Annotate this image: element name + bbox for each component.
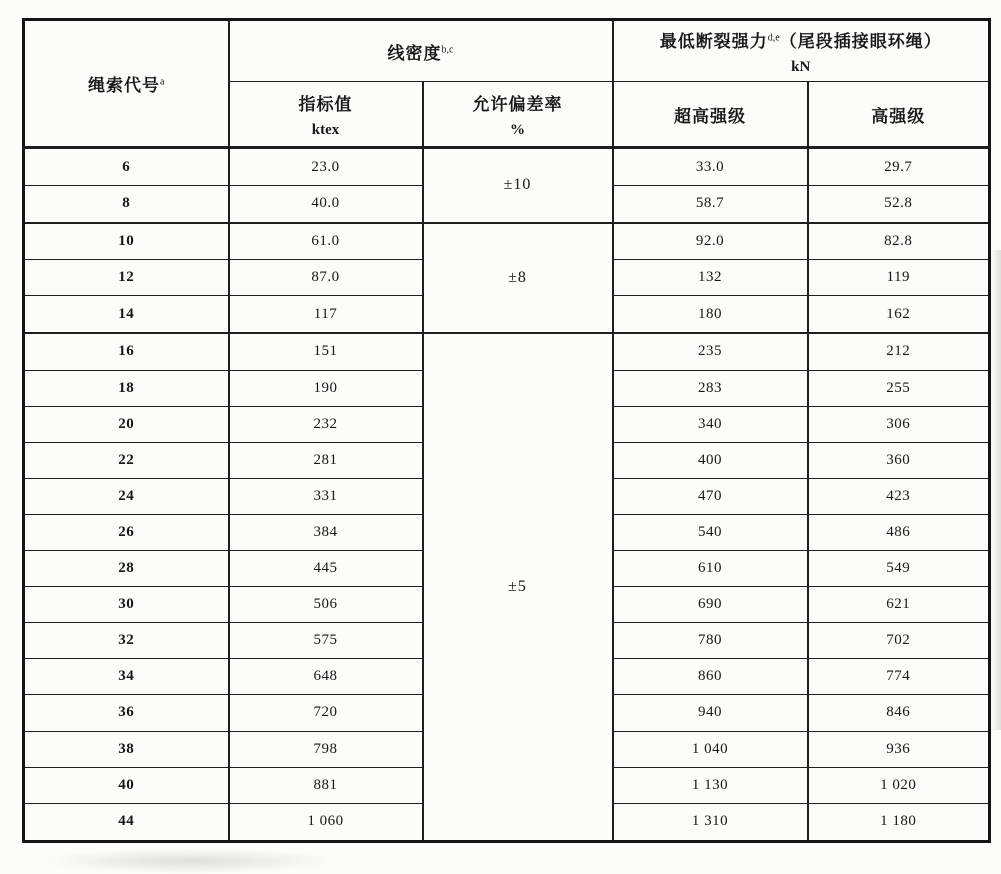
header-rope-code (24, 20, 229, 148)
high-cell: 212 (808, 333, 990, 370)
header-high-grade (808, 82, 990, 148)
header-group-linear-density (229, 20, 613, 82)
rope-code-cell: 20 (24, 406, 229, 442)
ultra-high-cell: 283 (613, 370, 808, 406)
ktex-cell: 881 (229, 767, 423, 803)
header-tolerance-unit: % (510, 121, 525, 138)
ktex-cell: 506 (229, 587, 423, 623)
paper-smudge (40, 848, 340, 874)
ultra-high-cell: 33.0 (613, 148, 808, 186)
rope-code-cell: 40 (24, 767, 229, 803)
high-cell: 774 (808, 659, 990, 695)
ultra-high-cell: 780 (613, 623, 808, 659)
high-cell: 936 (808, 731, 990, 767)
header-breaking-strength-note: （尾段插接眼环绳） (779, 31, 942, 51)
rope-code-cell: 6 (24, 148, 229, 186)
high-cell: 423 (808, 478, 990, 514)
rope-code-cell: 12 (24, 260, 229, 296)
paper-smudge (991, 250, 1001, 730)
high-cell: 1 180 (808, 803, 990, 841)
header-breaking-strength-line (614, 27, 989, 52)
ultra-high-cell: 610 (613, 551, 808, 587)
header-index-value-unit: ktex (311, 121, 340, 138)
ktex-cell: 87.0 (229, 260, 423, 296)
ktex-cell: 1 060 (229, 803, 423, 841)
high-cell: 702 (808, 623, 990, 659)
table-row (24, 223, 990, 260)
ultra-high-cell: 1 040 (613, 731, 808, 767)
rope-code-cell: 14 (24, 296, 229, 333)
ultra-high-cell: 235 (613, 333, 808, 370)
ultra-high-cell: 1 310 (613, 803, 808, 841)
header-group-breaking-strength (613, 20, 990, 82)
ktex-cell: 648 (229, 659, 423, 695)
ultra-high-cell: 132 (613, 260, 808, 296)
tolerance-cell: ±8 (423, 223, 613, 333)
header-index-value-label: 指标值 (298, 94, 353, 114)
ultra-high-cell: 92.0 (613, 223, 808, 260)
header-breaking-strength-superscript: d,e (767, 31, 780, 43)
header-breaking-strength-label: 最低断裂强力 (659, 31, 768, 51)
high-cell: 846 (808, 695, 990, 731)
header-ultra-high-grade-label: 超高强级 (674, 106, 747, 126)
ultra-high-cell: 860 (613, 659, 808, 695)
rope-code-cell: 34 (24, 659, 229, 695)
high-cell: 119 (808, 260, 990, 296)
high-cell: 621 (808, 587, 990, 623)
rope-specification-table (22, 18, 991, 843)
high-cell: 255 (808, 370, 990, 406)
ktex-cell: 61.0 (229, 223, 423, 260)
rope-code-cell: 8 (24, 186, 229, 223)
rope-code-cell: 28 (24, 551, 229, 587)
header-breaking-strength-unit: kN (791, 58, 811, 75)
ultra-high-cell: 540 (613, 514, 808, 550)
rope-code-cell: 30 (24, 587, 229, 623)
table-row (24, 333, 990, 370)
header-high-grade-label: 高强级 (871, 106, 926, 126)
high-cell: 162 (808, 296, 990, 333)
rope-code-cell: 26 (24, 514, 229, 550)
high-cell: 29.7 (808, 148, 990, 186)
ktex-cell: 720 (229, 695, 423, 731)
ktex-cell: 40.0 (229, 186, 423, 223)
ktex-cell: 232 (229, 406, 423, 442)
tolerance-cell: ±5 (423, 333, 613, 842)
header-linear-density-superscript: b,c (441, 43, 454, 55)
table-row (24, 148, 990, 186)
header-rope-code-superscript: a (160, 76, 165, 88)
rope-code-cell: 24 (24, 478, 229, 514)
ultra-high-cell: 180 (613, 296, 808, 333)
high-cell: 82.8 (808, 223, 990, 260)
rope-code-cell: 32 (24, 623, 229, 659)
ultra-high-cell: 340 (613, 406, 808, 442)
rope-code-cell: 36 (24, 695, 229, 731)
rope-code-cell: 18 (24, 370, 229, 406)
header-tolerance-label: 允许偏差率 (472, 94, 563, 114)
high-cell: 486 (808, 514, 990, 550)
ktex-cell: 190 (229, 370, 423, 406)
ultra-high-cell: 470 (613, 478, 808, 514)
ktex-cell: 384 (229, 514, 423, 550)
ktex-cell: 445 (229, 551, 423, 587)
header-tolerance (423, 82, 613, 148)
rope-code-cell: 44 (24, 803, 229, 841)
header-rope-code-label: 绳索代号 (88, 76, 161, 95)
rope-code-cell: 10 (24, 223, 229, 260)
ktex-cell: 117 (229, 296, 423, 333)
header-index-value (229, 82, 423, 148)
high-cell: 549 (808, 551, 990, 587)
ktex-cell: 281 (229, 442, 423, 478)
tolerance-cell: ±10 (423, 148, 613, 223)
rope-code-cell: 16 (24, 333, 229, 370)
header-linear-density-label: 线密度 (387, 43, 442, 63)
high-cell: 52.8 (808, 186, 990, 223)
rope-code-cell: 38 (24, 731, 229, 767)
ultra-high-cell: 58.7 (613, 186, 808, 223)
rope-code-cell: 22 (24, 442, 229, 478)
ultra-high-cell: 690 (613, 587, 808, 623)
ktex-cell: 331 (229, 478, 423, 514)
high-cell: 1 020 (808, 767, 990, 803)
header-ultra-high-grade (613, 82, 808, 148)
ktex-cell: 23.0 (229, 148, 423, 186)
ultra-high-cell: 1 130 (613, 767, 808, 803)
ultra-high-cell: 940 (613, 695, 808, 731)
ktex-cell: 575 (229, 623, 423, 659)
ultra-high-cell: 400 (613, 442, 808, 478)
high-cell: 306 (808, 406, 990, 442)
high-cell: 360 (808, 442, 990, 478)
ktex-cell: 151 (229, 333, 423, 370)
ktex-cell: 798 (229, 731, 423, 767)
